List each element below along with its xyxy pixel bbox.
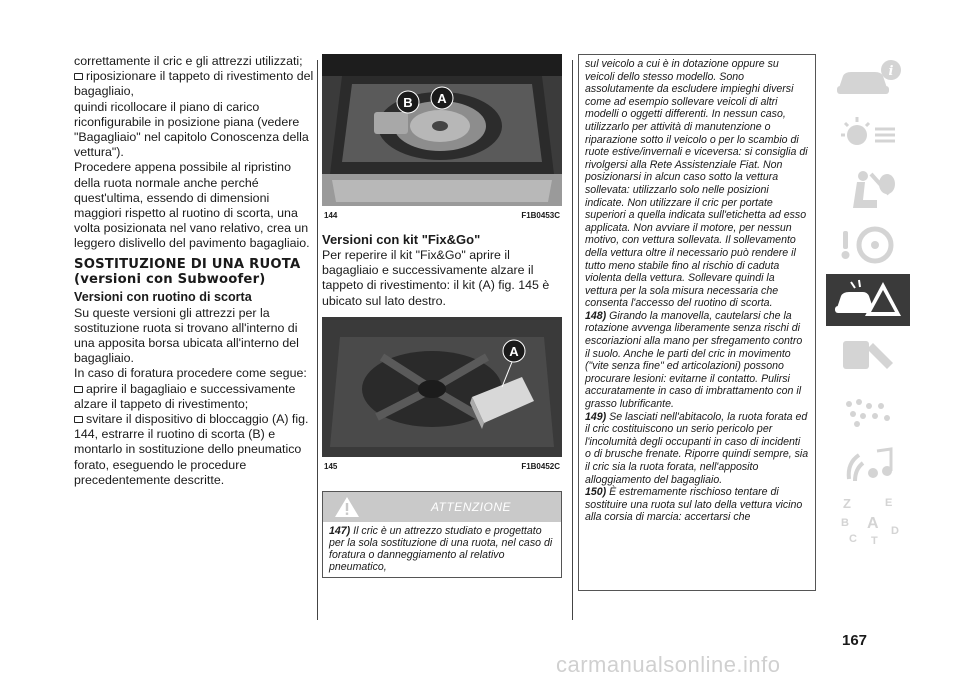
- fix-go-kit-illustration: [322, 317, 562, 457]
- warning-paragraph: 150) È estremamente rischioso tentare di sostituire una ruota sul lato della vettura vicino alla corsia di marcia: accertarsi che: [585, 486, 803, 524]
- tab-technical[interactable]: [826, 384, 910, 436]
- trunk-spare-wheel-illustration: [322, 54, 562, 206]
- steering-wheel-icon: [833, 223, 903, 267]
- tab-index[interactable]: [826, 494, 910, 546]
- paragraph: Su queste versioni gli attrezzi per la sostituzione ruota si trovano all'interno di una apposita borsa ubicata all'interno del bagagliaio.: [74, 305, 299, 366]
- page-number: 167: [842, 632, 868, 649]
- warning-continued-box: [578, 54, 816, 591]
- tab-emergency[interactable]: [826, 274, 910, 326]
- bullet-item: riposizionare il tappeto di rivestimento del bagagliaio,: [74, 69, 314, 99]
- tab-car-info[interactable]: [826, 54, 910, 106]
- figure-caption: 145 F1B0452C: [324, 461, 560, 471]
- tab-dashboard[interactable]: [826, 109, 910, 161]
- warning-title: ATTENZIONE: [430, 499, 512, 514]
- svg-text:T: T: [871, 535, 878, 546]
- chapter-tabs: [826, 54, 910, 549]
- tab-driving[interactable]: [826, 219, 910, 271]
- dashboard-lights-icon: [833, 113, 903, 157]
- wrench-cog-icon: [833, 388, 903, 432]
- column-divider: [572, 60, 573, 620]
- svg-text:C: C: [849, 533, 857, 545]
- bullet-icon: [74, 386, 83, 393]
- svg-text:A: A: [867, 515, 879, 532]
- paragraph: In caso di foratura procedere come segue:: [74, 366, 307, 381]
- svg-text:E: E: [885, 497, 893, 509]
- column-right: [578, 54, 816, 591]
- figure-caption: 144 F1B0453C: [324, 211, 560, 220]
- figure-144-photo: [322, 54, 562, 206]
- warning-triangle-icon: [333, 495, 361, 519]
- tab-safety[interactable]: [826, 164, 910, 216]
- column-divider: [317, 60, 318, 620]
- svg-text:B: B: [841, 517, 849, 529]
- airbag-seat-icon: [833, 168, 903, 212]
- warning-paragraph: 148) Girando la manovella, cautelarsi che la rotazione avvenga liberamente senza rischi di escoriazioni alla mano per sfregamento contro il suolo. Anche le parti del cric in movimento ("vite senza fine" ed articolazioni) possono procurare lesioni: evitarne il contatto. Pulirsi accuratamente in caso di imbrattamento con il grasso lubrificante.: [585, 309, 803, 411]
- label-b: B: [403, 95, 413, 110]
- label-a: A: [509, 343, 519, 359]
- warning-box: [322, 491, 562, 578]
- emergency-warning-icon: [833, 278, 903, 322]
- paragraph: Procedere appena possibile al ripristino della ruota normale anche perché quest'ultima, essendo di dimensioni maggiori rispetto al ruotino di scorta, una volta posizionata nel vano relativo, crea un leggero dislivello del pavimento bagagliaio.: [74, 160, 310, 251]
- index-letters-icon: [833, 494, 903, 546]
- column-middle: [322, 54, 562, 578]
- warning-header: [323, 492, 561, 522]
- tab-maintenance[interactable]: [826, 329, 910, 381]
- column-left: [74, 54, 314, 488]
- tab-multimedia[interactable]: [826, 439, 910, 491]
- bullet-item: svitare il dispositivo di bloccaggio (A) fig. 144, estrarre il ruotino di scorta (B) e montarlo in sostituzione dello pneumatico forato, eseguendo le procedure precedentemente descritte.: [74, 412, 309, 487]
- svg-text:Z: Z: [843, 496, 851, 511]
- warning-paragraph: sul veicolo a cui è in dotazione oppure su veicoli dello stesso modello. Sono assolutamente da escludere impieghi diversi come ad esempio sollevare veicoli di altri modelli o oggetti differenti. In nessun caso, utilizzarlo per attività di manutenzione o riparazione sotto il veicolo o per lo scambio di ruote estive/invernali e viceversa: si consiglia di rivolgersi alla Rete Assistenziale Fiat. Non posizionarsi in alcun caso sotto la vettura sollevata: utilizzarlo solo nelle posizioni indicate. Non utilizzare il cric per portate superiori a quella indicata sull'etichetta ad esso applicata. Non avviare il motore, per nessun motivo, con vettura sollevata. Il sollevamento della vettura oltre il necessario può rendere il tutto meno stabile fino al rischio di caduta violenta della vettura. Sollevare quindi la vettura per la sola misura necessaria che consenta l'accesso del ruotino di scorta.: [585, 58, 808, 310]
- paragraph: correttamente il cric e gli attrezzi utilizzati;: [74, 54, 303, 68]
- label-a: A: [437, 91, 447, 106]
- svg-text:D: D: [891, 525, 899, 537]
- multimedia-icon: [833, 443, 903, 487]
- figure-145-photo: [322, 317, 562, 457]
- paragraph: quindi ricollocare il piano di carico riconfigurabile in posizione piana (vedere "Bagagliaio" nel capitolo Conoscenza della vettura").: [74, 99, 309, 160]
- warning-text: 147) Il cric è un attrezzo studiato e progettato per la sola sostituzione di una ruota, nel caso di foratura o danneggiamento al relativo pneumatico,: [329, 524, 553, 574]
- bullet-icon: [74, 73, 83, 80]
- bullet-item: aprire il bagagliaio e successivamente alzare il tappeto di rivestimento;: [74, 381, 296, 411]
- paragraph: Per reperire il kit "Fix&Go" aprire il bagagliaio e successivamente alzare il tappeto di rivestimento: il kit (A) fig. 145 è ubicato sul lato destro.: [322, 248, 550, 308]
- subsection-heading: Versioni con ruotino di scorta: [74, 289, 252, 304]
- maintenance-icon: [833, 333, 903, 377]
- svg-text:i: i: [888, 64, 894, 79]
- car-info-icon: [833, 58, 903, 102]
- section-heading: SOSTITUZIONE DI UNA RUOTA (versioni con Subwoofer): [74, 256, 301, 287]
- watermark: carmanualsonline.info: [556, 652, 781, 677]
- bullet-icon: [74, 416, 83, 423]
- warning-paragraph: 149) Se lasciati nell'abitacolo, la ruota forata ed il cric costituiscono un serio pericolo per l'incolumità degli occupanti in caso di incidenti o di brusche frenate. Riporre quindi sempre, sia il cric sia la ruota forata, nell'apposito alloggiamento del bagagliaio.: [585, 410, 809, 486]
- section-heading: Versioni con kit "Fix&Go": [322, 232, 481, 247]
